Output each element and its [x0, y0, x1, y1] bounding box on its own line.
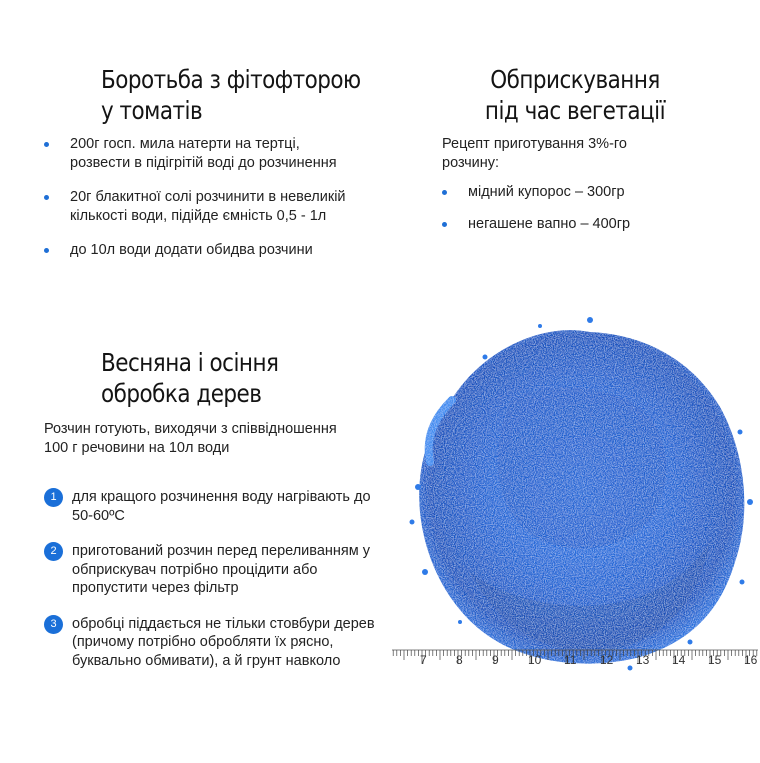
section3-title [101, 347, 278, 409]
ruler-label: 9 [492, 653, 499, 667]
ruler-label: 15 [708, 653, 722, 667]
section1-title [101, 64, 361, 126]
bullet-icon [44, 142, 49, 147]
list-item-text: мідний купорос – 300гр [468, 184, 625, 200]
step-number-badge: 2 [44, 542, 63, 561]
section2-list [442, 183, 732, 233]
ruler [392, 650, 758, 667]
step-text: приготований розчин перед переливанням у обприскувач потрібно процідити або пропустити через фільтр [72, 543, 370, 596]
step-number-badge: 3 [44, 615, 63, 634]
ruler-label: 12 [600, 653, 614, 667]
step-item [44, 615, 384, 671]
ruler-label: 13 [636, 653, 650, 667]
step-item [44, 488, 384, 525]
section2-title [468, 64, 683, 126]
list-item [44, 135, 354, 172]
ruler-label: 7 [420, 653, 427, 667]
section3-intro: Розчин готують, виходячи з співвідношення 100 г речовини на 10л води [44, 421, 337, 456]
section2-title-line1: Обприскування [490, 65, 660, 94]
section2-title-line2: під час вегетації [484, 96, 666, 125]
list-item-text: негашене вапно – 400гр [468, 215, 631, 232]
ruler-label: 14 [672, 653, 686, 667]
section3-steps [44, 488, 384, 670]
list-item-text: 200г госп. мила натерти на тертці, розвести в підігрітій воді до розчинення [70, 136, 337, 171]
section1-title-line2: у томатів [101, 96, 203, 125]
crystal-pile [419, 330, 744, 664]
section3-title-line2: обробка дерев [101, 379, 262, 408]
list-item-text: 20г блакитної солі розчинити в невеликій кількості води, підійде ємність 0,5 - 1л [70, 189, 346, 224]
list-item [442, 215, 732, 234]
step-item [44, 542, 384, 598]
copper-sulfate-photo [390, 312, 760, 692]
bullet-icon [442, 222, 447, 227]
step-number-badge: 1 [44, 488, 63, 507]
section1-title-line1: Боротьба з фітофторою [101, 65, 361, 94]
step-text: обробці піддається не тільки стовбури дерев (причому потрібно обробляти їх рясно, буквально обмивати), а й грунт навколо [72, 615, 375, 669]
step-text: для кращого розчинення воду нагрівають до 50-60ºС [72, 489, 371, 524]
ruler-label: 10 [528, 653, 542, 667]
bullet-icon [442, 190, 447, 195]
section3-title-line1: Весняна і осіння [101, 348, 279, 377]
ruler-label: 8 [456, 653, 463, 667]
section1-list [44, 135, 354, 260]
ruler-label: 16 [744, 653, 758, 667]
list-item-text: до 10л води додати обидва розчини [70, 242, 313, 258]
ruler-label: 11 [564, 653, 577, 667]
bullet-icon [44, 248, 49, 253]
bullet-icon [44, 195, 49, 200]
list-item [44, 241, 354, 260]
list-item [44, 188, 354, 225]
list-item [442, 183, 732, 202]
section2-intro: Рецепт приготування 3%-го розчину: [442, 136, 627, 171]
